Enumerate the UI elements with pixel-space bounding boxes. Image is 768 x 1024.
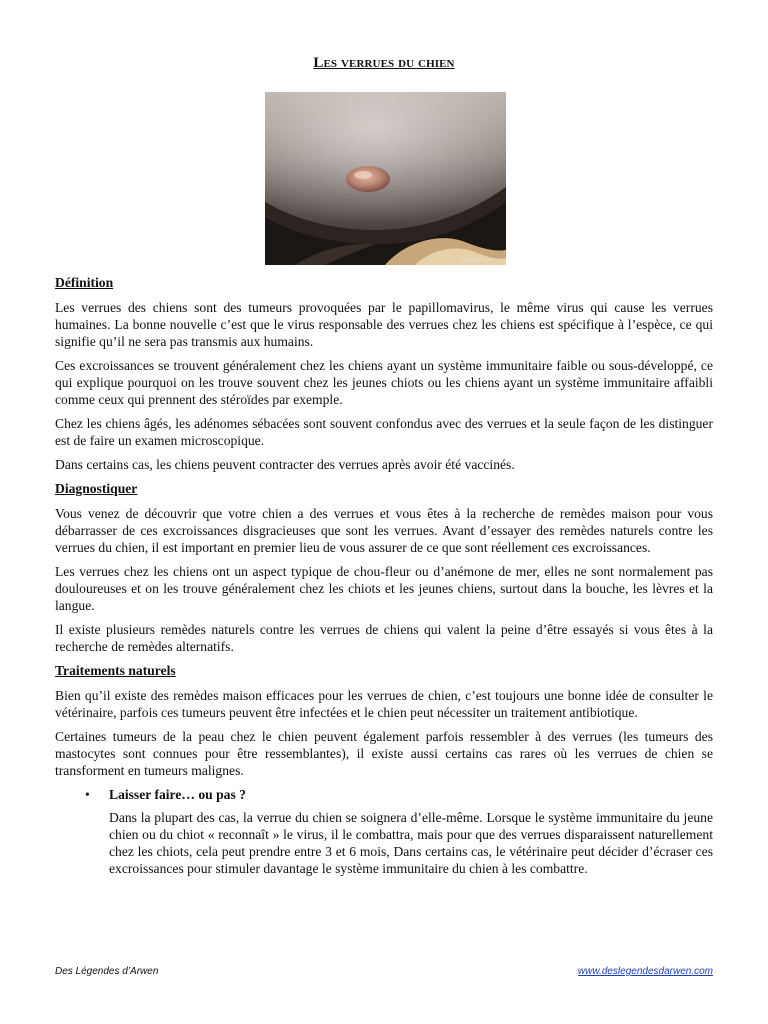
section-heading-traitements: Traitements naturels	[55, 663, 176, 678]
paragraph: Dans certains cas, les chiens peuvent contracter des verrues après avoir été vaccinés.	[55, 457, 515, 472]
dog-wart-photo	[265, 92, 506, 265]
list-item	[55, 786, 713, 877]
paragraph: Chez les chiens âgés, les adénomes sébacées sont souvent confondus avec des verrues et la seule façon de les distinguer est de faire un examen microscopique.	[55, 416, 713, 448]
bullet-icon: •	[85, 787, 90, 802]
paragraph: Ces excroissances se trouvent généralement chez les chiens ayant un système immunitaire faible ou sous-développé, ce qui explique pourquoi on les trouve souvent chez les jeunes chiots ou les chiens ayant un système immunitaire affaibli comme ceux qui prennent des stéroïdes par exemple.	[55, 358, 713, 407]
paragraph: Il existe plusieurs remèdes naturels contre les verrues de chiens qui valent la peine d’être essayés si vous êtes à la recherche de remèdes alternatifs.	[55, 622, 713, 654]
bullet-label: Laisser faire… ou pas ?	[109, 787, 246, 802]
paragraph: Bien qu’il existe des remèdes maison efficaces pour les verrues de chien, c’est toujours une bonne idée de consulter le vétérinaire, parfois ces tumeurs peuvent être infectées et le chien peut nécessiter un traitement antibiotique.	[55, 688, 713, 720]
bullet-paragraph: Dans la plupart des cas, la verrue du chien se soignera d’elle-même. Lorsque le système immunitaire du jeune chien ou du chiot « reconnaît » le virus, il le combattra, mais pour que des verrues disparaissent naturellement chez les chiots, cela peut prendre entre 3 et 6 mois, Dans certains cas, le vétérinaire peut décider d’écraser ces excroissances pour stimuler davantage le système immunitaire du chien à les combattre.	[109, 810, 713, 876]
section-heading-diagnostiquer: Diagnostiquer	[55, 481, 138, 496]
document-body	[55, 274, 713, 884]
bullet-list	[55, 786, 713, 877]
page-title: Les verrues du chien	[313, 55, 455, 71]
paragraph: Vous venez de découvrir que votre chien a des verrues et vous êtes à la recherche de remèdes maison pour vous débarrasser de ces excroissances disgracieuses que sont les verrues. Avant d’essayer des remèdes naturels contre les verrues du chien, il est important en premier lieu de vous assurer de ce que sont réellement ces excroissances.	[55, 506, 713, 555]
footer-website-link[interactable]: www.deslegendesdarwen.com	[577, 966, 713, 977]
footer-site-name: Des Légendes d’Arwen	[55, 966, 159, 977]
paragraph: Les verrues chez les chiens ont un aspect typique de chou-fleur ou d’anémone de mer, elles ne sont normalement pas douloureuses et on les trouve généralement chez les chiots et les jeunes chiens, surtout dans la bouche, les lèvres et la langue.	[55, 564, 713, 613]
paragraph: Certaines tumeurs de la peau chez le chien peuvent également parfois ressembler à des verrues (les tumeurs des mastocytes sont connues pour être ressemblantes), il existe aussi certains cas rares où les verrues de chien se transforment en tumeurs malignes.	[55, 729, 713, 778]
paragraph: Les verrues des chiens sont des tumeurs provoquées par le papillomavirus, le même virus qui cause les verrues humaines. La bonne nouvelle c’est que le virus responsable des verrues chez les chiens est spécifique à l’espèce, ce qui signifie qu’il ne sera pas transmis aux humains.	[55, 300, 713, 349]
photo-watermark: Fotosearch.com	[461, 257, 493, 262]
section-heading-definition: Définition	[55, 275, 114, 290]
